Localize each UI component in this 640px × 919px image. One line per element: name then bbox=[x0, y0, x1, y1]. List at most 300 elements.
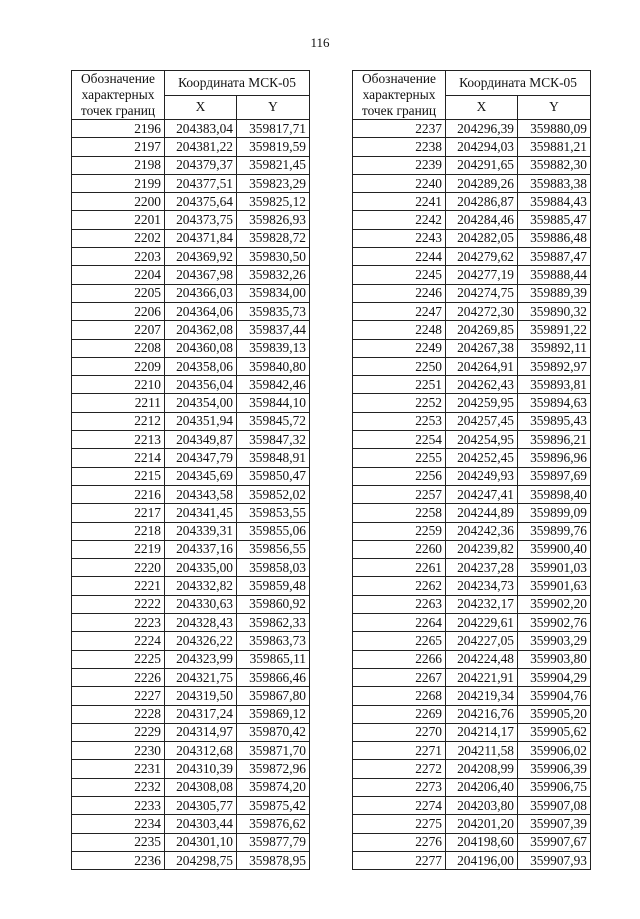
table-row bbox=[353, 723, 591, 741]
coord-x: 204277,19 bbox=[446, 266, 518, 284]
coord-x: 204232,17 bbox=[446, 595, 518, 613]
table-row bbox=[353, 229, 591, 247]
coord-y: 359907,39 bbox=[518, 815, 591, 833]
coord-x: 204301,10 bbox=[165, 833, 237, 851]
table-row bbox=[353, 760, 591, 778]
coord-x: 204328,43 bbox=[165, 614, 237, 632]
coord-x: 204383,04 bbox=[165, 120, 237, 138]
point-number: 2267 bbox=[353, 668, 446, 686]
table-row bbox=[353, 595, 591, 613]
table-row bbox=[353, 211, 591, 229]
point-number: 2242 bbox=[353, 211, 446, 229]
table-row bbox=[353, 668, 591, 686]
coord-y: 359904,29 bbox=[518, 668, 591, 686]
table-row bbox=[353, 522, 591, 540]
table-row bbox=[72, 668, 310, 686]
point-number: 2253 bbox=[353, 412, 446, 430]
coord-y: 359899,76 bbox=[518, 522, 591, 540]
coord-y: 359872,96 bbox=[237, 760, 310, 778]
table-row bbox=[353, 833, 591, 851]
table-row bbox=[353, 742, 591, 760]
coord-x: 204308,08 bbox=[165, 778, 237, 796]
table-row bbox=[72, 284, 310, 302]
table-row bbox=[72, 614, 310, 632]
point-number: 2245 bbox=[353, 266, 446, 284]
table-row bbox=[72, 559, 310, 577]
coord-x: 204379,37 bbox=[165, 156, 237, 174]
coord-x: 204224,48 bbox=[446, 650, 518, 668]
coord-y: 359907,67 bbox=[518, 833, 591, 851]
coord-x: 204203,80 bbox=[446, 796, 518, 814]
coord-x: 204381,22 bbox=[165, 138, 237, 156]
table-row bbox=[353, 138, 591, 156]
table-row bbox=[72, 595, 310, 613]
coord-x: 204375,64 bbox=[165, 193, 237, 211]
coord-x: 204330,63 bbox=[165, 595, 237, 613]
coord-y: 359896,21 bbox=[518, 431, 591, 449]
coord-y: 359882,30 bbox=[518, 156, 591, 174]
point-number: 2224 bbox=[72, 632, 165, 650]
coord-x: 204332,82 bbox=[165, 577, 237, 595]
coord-x: 204326,22 bbox=[165, 632, 237, 650]
coord-x: 204303,44 bbox=[165, 815, 237, 833]
coord-y: 359823,29 bbox=[237, 174, 310, 192]
coord-x: 204227,05 bbox=[446, 632, 518, 650]
point-number: 2249 bbox=[353, 339, 446, 357]
point-number: 2244 bbox=[353, 248, 446, 266]
coord-y: 359866,46 bbox=[237, 668, 310, 686]
header-x: X bbox=[165, 95, 237, 120]
header-y: Y bbox=[237, 95, 310, 120]
coord-x: 204244,89 bbox=[446, 504, 518, 522]
point-number: 2220 bbox=[72, 559, 165, 577]
coord-y: 359844,10 bbox=[237, 394, 310, 412]
header-coordinate: Координата МСК-05 bbox=[165, 71, 310, 96]
point-number: 2221 bbox=[72, 577, 165, 595]
table-row bbox=[72, 760, 310, 778]
point-number: 2268 bbox=[353, 687, 446, 705]
point-number: 2243 bbox=[353, 229, 446, 247]
point-number: 2246 bbox=[353, 284, 446, 302]
coord-x: 204211,58 bbox=[446, 742, 518, 760]
coord-y: 359889,39 bbox=[518, 284, 591, 302]
coord-y: 359850,47 bbox=[237, 467, 310, 485]
table-row bbox=[353, 632, 591, 650]
point-number: 2228 bbox=[72, 705, 165, 723]
table-row bbox=[72, 193, 310, 211]
point-number: 2248 bbox=[353, 321, 446, 339]
coord-x: 204323,99 bbox=[165, 650, 237, 668]
point-number: 2208 bbox=[72, 339, 165, 357]
table-row bbox=[353, 412, 591, 430]
point-number: 2276 bbox=[353, 833, 446, 851]
coord-y: 359877,79 bbox=[237, 833, 310, 851]
coord-x: 204317,24 bbox=[165, 705, 237, 723]
coord-x: 204291,65 bbox=[446, 156, 518, 174]
coord-y: 359840,80 bbox=[237, 357, 310, 375]
coord-x: 204269,85 bbox=[446, 321, 518, 339]
table-row bbox=[72, 522, 310, 540]
coord-y: 359855,06 bbox=[237, 522, 310, 540]
table-row bbox=[72, 833, 310, 851]
point-number: 2227 bbox=[72, 687, 165, 705]
coord-y: 359862,33 bbox=[237, 614, 310, 632]
table-row bbox=[72, 449, 310, 467]
point-number: 2238 bbox=[353, 138, 446, 156]
point-number: 2206 bbox=[72, 302, 165, 320]
point-number: 2273 bbox=[353, 778, 446, 796]
point-number: 2237 bbox=[353, 120, 446, 138]
coord-x: 204249,93 bbox=[446, 467, 518, 485]
coord-y: 359847,32 bbox=[237, 431, 310, 449]
point-number: 2240 bbox=[353, 174, 446, 192]
coord-y: 359894,63 bbox=[518, 394, 591, 412]
table-row bbox=[353, 266, 591, 284]
point-number: 2270 bbox=[353, 723, 446, 741]
point-number: 2222 bbox=[72, 595, 165, 613]
coord-y: 359842,46 bbox=[237, 376, 310, 394]
table-row bbox=[72, 394, 310, 412]
table-row bbox=[72, 504, 310, 522]
coord-x: 204296,39 bbox=[446, 120, 518, 138]
point-number: 2201 bbox=[72, 211, 165, 229]
point-number: 2241 bbox=[353, 193, 446, 211]
coord-x: 204267,38 bbox=[446, 339, 518, 357]
point-number: 2251 bbox=[353, 376, 446, 394]
coord-x: 204242,36 bbox=[446, 522, 518, 540]
coord-x: 204289,26 bbox=[446, 174, 518, 192]
table-row bbox=[72, 705, 310, 723]
table-row bbox=[72, 229, 310, 247]
coord-x: 204347,79 bbox=[165, 449, 237, 467]
coord-y: 359845,72 bbox=[237, 412, 310, 430]
coord-x: 204369,92 bbox=[165, 248, 237, 266]
table-row bbox=[72, 138, 310, 156]
table-row bbox=[353, 394, 591, 412]
header-point-code: Обозначение характерных точек границ bbox=[353, 71, 446, 120]
point-number: 2255 bbox=[353, 449, 446, 467]
table-row bbox=[72, 266, 310, 284]
point-number: 2262 bbox=[353, 577, 446, 595]
coord-y: 359903,80 bbox=[518, 650, 591, 668]
coord-y: 359892,97 bbox=[518, 357, 591, 375]
point-number: 2234 bbox=[72, 815, 165, 833]
table-row bbox=[72, 412, 310, 430]
table-row bbox=[353, 431, 591, 449]
table-row bbox=[353, 851, 591, 869]
coord-y: 359859,48 bbox=[237, 577, 310, 595]
table-row bbox=[353, 485, 591, 503]
coord-y: 359890,32 bbox=[518, 302, 591, 320]
coord-x: 204362,08 bbox=[165, 321, 237, 339]
table-row bbox=[353, 778, 591, 796]
coord-y: 359830,50 bbox=[237, 248, 310, 266]
table-row bbox=[72, 742, 310, 760]
table-row bbox=[72, 815, 310, 833]
coord-x: 204219,34 bbox=[446, 687, 518, 705]
coord-x: 204284,46 bbox=[446, 211, 518, 229]
point-number: 2256 bbox=[353, 467, 446, 485]
coord-x: 204201,20 bbox=[446, 815, 518, 833]
table-row bbox=[353, 248, 591, 266]
coord-y: 359880,09 bbox=[518, 120, 591, 138]
table-row bbox=[72, 778, 310, 796]
coord-y: 359895,43 bbox=[518, 412, 591, 430]
point-number: 2232 bbox=[72, 778, 165, 796]
coord-y: 359896,96 bbox=[518, 449, 591, 467]
point-number: 2223 bbox=[72, 614, 165, 632]
point-number: 2272 bbox=[353, 760, 446, 778]
coord-x: 204221,91 bbox=[446, 668, 518, 686]
point-number: 2271 bbox=[353, 742, 446, 760]
point-number: 2199 bbox=[72, 174, 165, 192]
table-row bbox=[72, 467, 310, 485]
coord-x: 204371,84 bbox=[165, 229, 237, 247]
table-row bbox=[72, 577, 310, 595]
coord-x: 204252,45 bbox=[446, 449, 518, 467]
coord-y: 359897,69 bbox=[518, 467, 591, 485]
coord-x: 204358,06 bbox=[165, 357, 237, 375]
point-number: 2202 bbox=[72, 229, 165, 247]
coord-x: 204259,95 bbox=[446, 394, 518, 412]
coord-x: 204310,39 bbox=[165, 760, 237, 778]
table-row bbox=[72, 302, 310, 320]
point-number: 2229 bbox=[72, 723, 165, 741]
coord-y: 359893,81 bbox=[518, 376, 591, 394]
point-number: 2217 bbox=[72, 504, 165, 522]
table-row bbox=[72, 650, 310, 668]
coord-y: 359852,02 bbox=[237, 485, 310, 503]
coord-x: 204196,00 bbox=[446, 851, 518, 869]
table-row bbox=[353, 705, 591, 723]
point-number: 2274 bbox=[353, 796, 446, 814]
point-number: 2259 bbox=[353, 522, 446, 540]
coord-x: 204282,05 bbox=[446, 229, 518, 247]
table-row bbox=[353, 504, 591, 522]
coord-y: 359884,43 bbox=[518, 193, 591, 211]
point-number: 2230 bbox=[72, 742, 165, 760]
coord-x: 204279,62 bbox=[446, 248, 518, 266]
table-row bbox=[353, 687, 591, 705]
coord-x: 204214,17 bbox=[446, 723, 518, 741]
coord-y: 359832,26 bbox=[237, 266, 310, 284]
coord-x: 204319,50 bbox=[165, 687, 237, 705]
point-number: 2269 bbox=[353, 705, 446, 723]
coord-x: 204343,58 bbox=[165, 485, 237, 503]
table-row bbox=[72, 156, 310, 174]
coord-y: 359825,12 bbox=[237, 193, 310, 211]
coord-y: 359863,73 bbox=[237, 632, 310, 650]
table-row bbox=[353, 376, 591, 394]
coord-x: 204360,08 bbox=[165, 339, 237, 357]
point-number: 2214 bbox=[72, 449, 165, 467]
coord-y: 359888,44 bbox=[518, 266, 591, 284]
coord-y: 359865,11 bbox=[237, 650, 310, 668]
point-number: 2252 bbox=[353, 394, 446, 412]
coord-x: 204305,77 bbox=[165, 796, 237, 814]
point-number: 2205 bbox=[72, 284, 165, 302]
table-row bbox=[72, 687, 310, 705]
table-row bbox=[72, 632, 310, 650]
coord-x: 204349,87 bbox=[165, 431, 237, 449]
coord-y: 359839,13 bbox=[237, 339, 310, 357]
table-row bbox=[72, 120, 310, 138]
table-row bbox=[353, 614, 591, 632]
coord-y: 359869,12 bbox=[237, 705, 310, 723]
table-row bbox=[72, 431, 310, 449]
point-number: 2260 bbox=[353, 540, 446, 558]
point-number: 2203 bbox=[72, 248, 165, 266]
table-body-right bbox=[353, 120, 591, 870]
table-row bbox=[353, 467, 591, 485]
coord-y: 359883,38 bbox=[518, 174, 591, 192]
coord-x: 204294,03 bbox=[446, 138, 518, 156]
coord-y: 359834,00 bbox=[237, 284, 310, 302]
coord-y: 359885,47 bbox=[518, 211, 591, 229]
table-row bbox=[353, 449, 591, 467]
point-number: 2204 bbox=[72, 266, 165, 284]
coord-y: 359853,55 bbox=[237, 504, 310, 522]
coord-x: 204257,45 bbox=[446, 412, 518, 430]
table-row bbox=[72, 248, 310, 266]
table-row bbox=[353, 796, 591, 814]
coord-x: 204254,95 bbox=[446, 431, 518, 449]
coord-y: 359860,92 bbox=[237, 595, 310, 613]
coord-y: 359887,47 bbox=[518, 248, 591, 266]
table-row bbox=[353, 174, 591, 192]
coord-x: 204262,43 bbox=[446, 376, 518, 394]
point-number: 2258 bbox=[353, 504, 446, 522]
table-row bbox=[353, 650, 591, 668]
table-row bbox=[72, 540, 310, 558]
table-row bbox=[72, 376, 310, 394]
coord-x: 204208,99 bbox=[446, 760, 518, 778]
coord-x: 204237,28 bbox=[446, 559, 518, 577]
table-row bbox=[72, 174, 310, 192]
coord-x: 204339,31 bbox=[165, 522, 237, 540]
coord-y: 359874,20 bbox=[237, 778, 310, 796]
table-row bbox=[72, 321, 310, 339]
header-y: Y bbox=[518, 95, 591, 120]
coord-x: 204216,76 bbox=[446, 705, 518, 723]
point-number: 2216 bbox=[72, 485, 165, 503]
coord-x: 204198,60 bbox=[446, 833, 518, 851]
page-number: 116 bbox=[310, 35, 330, 50]
coord-y: 359821,45 bbox=[237, 156, 310, 174]
point-number: 2236 bbox=[72, 851, 165, 869]
coord-x: 204351,94 bbox=[165, 412, 237, 430]
coord-x: 204247,41 bbox=[446, 485, 518, 503]
coord-x: 204335,00 bbox=[165, 559, 237, 577]
coord-x: 204366,03 bbox=[165, 284, 237, 302]
coord-y: 359856,55 bbox=[237, 540, 310, 558]
coord-x: 204264,91 bbox=[446, 357, 518, 375]
coord-x: 204345,69 bbox=[165, 467, 237, 485]
coord-x: 204354,00 bbox=[165, 394, 237, 412]
coord-y: 359901,03 bbox=[518, 559, 591, 577]
point-number: 2263 bbox=[353, 595, 446, 613]
coord-y: 359906,02 bbox=[518, 742, 591, 760]
point-number: 2215 bbox=[72, 467, 165, 485]
point-number: 2210 bbox=[72, 376, 165, 394]
point-number: 2213 bbox=[72, 431, 165, 449]
table-row bbox=[72, 357, 310, 375]
coord-x: 204341,45 bbox=[165, 504, 237, 522]
coord-x: 204239,82 bbox=[446, 540, 518, 558]
point-number: 2254 bbox=[353, 431, 446, 449]
coord-x: 204314,97 bbox=[165, 723, 237, 741]
coord-y: 359870,42 bbox=[237, 723, 310, 741]
coord-y: 359835,73 bbox=[237, 302, 310, 320]
coord-y: 359837,44 bbox=[237, 321, 310, 339]
coord-y: 359819,59 bbox=[237, 138, 310, 156]
coord-y: 359903,29 bbox=[518, 632, 591, 650]
coord-y: 359878,95 bbox=[237, 851, 310, 869]
table-row bbox=[353, 284, 591, 302]
point-number: 2257 bbox=[353, 485, 446, 503]
coordinates-table-left bbox=[71, 70, 310, 870]
coord-y: 359907,08 bbox=[518, 796, 591, 814]
table-row bbox=[72, 211, 310, 229]
coord-y: 359875,42 bbox=[237, 796, 310, 814]
table-row bbox=[72, 851, 310, 869]
table-row bbox=[353, 339, 591, 357]
point-number: 2219 bbox=[72, 540, 165, 558]
point-number: 2264 bbox=[353, 614, 446, 632]
table-row bbox=[353, 815, 591, 833]
coord-y: 359902,76 bbox=[518, 614, 591, 632]
coord-y: 359891,22 bbox=[518, 321, 591, 339]
table-row bbox=[72, 723, 310, 741]
coord-x: 204298,75 bbox=[165, 851, 237, 869]
point-number: 2212 bbox=[72, 412, 165, 430]
point-number: 2196 bbox=[72, 120, 165, 138]
point-number: 2277 bbox=[353, 851, 446, 869]
coord-y: 359848,91 bbox=[237, 449, 310, 467]
table-row bbox=[353, 357, 591, 375]
coord-x: 204356,04 bbox=[165, 376, 237, 394]
coord-x: 204373,75 bbox=[165, 211, 237, 229]
table-row bbox=[353, 156, 591, 174]
coord-y: 359898,40 bbox=[518, 485, 591, 503]
coord-x: 204272,30 bbox=[446, 302, 518, 320]
point-number: 2265 bbox=[353, 632, 446, 650]
coord-y: 359881,21 bbox=[518, 138, 591, 156]
coord-x: 204364,06 bbox=[165, 302, 237, 320]
coord-y: 359904,76 bbox=[518, 687, 591, 705]
coord-x: 204234,73 bbox=[446, 577, 518, 595]
table-row bbox=[353, 559, 591, 577]
point-number: 2233 bbox=[72, 796, 165, 814]
point-number: 2247 bbox=[353, 302, 446, 320]
point-number: 2198 bbox=[72, 156, 165, 174]
coord-y: 359900,40 bbox=[518, 540, 591, 558]
coord-y: 359892,11 bbox=[518, 339, 591, 357]
coord-y: 359876,62 bbox=[237, 815, 310, 833]
coord-y: 359905,20 bbox=[518, 705, 591, 723]
coord-x: 204321,75 bbox=[165, 668, 237, 686]
coord-y: 359871,70 bbox=[237, 742, 310, 760]
coord-y: 359902,20 bbox=[518, 595, 591, 613]
point-number: 2207 bbox=[72, 321, 165, 339]
table-row bbox=[353, 577, 591, 595]
coord-y: 359826,93 bbox=[237, 211, 310, 229]
table-row bbox=[72, 339, 310, 357]
coord-x: 204286,87 bbox=[446, 193, 518, 211]
table-row bbox=[353, 302, 591, 320]
point-number: 2235 bbox=[72, 833, 165, 851]
point-number: 2197 bbox=[72, 138, 165, 156]
